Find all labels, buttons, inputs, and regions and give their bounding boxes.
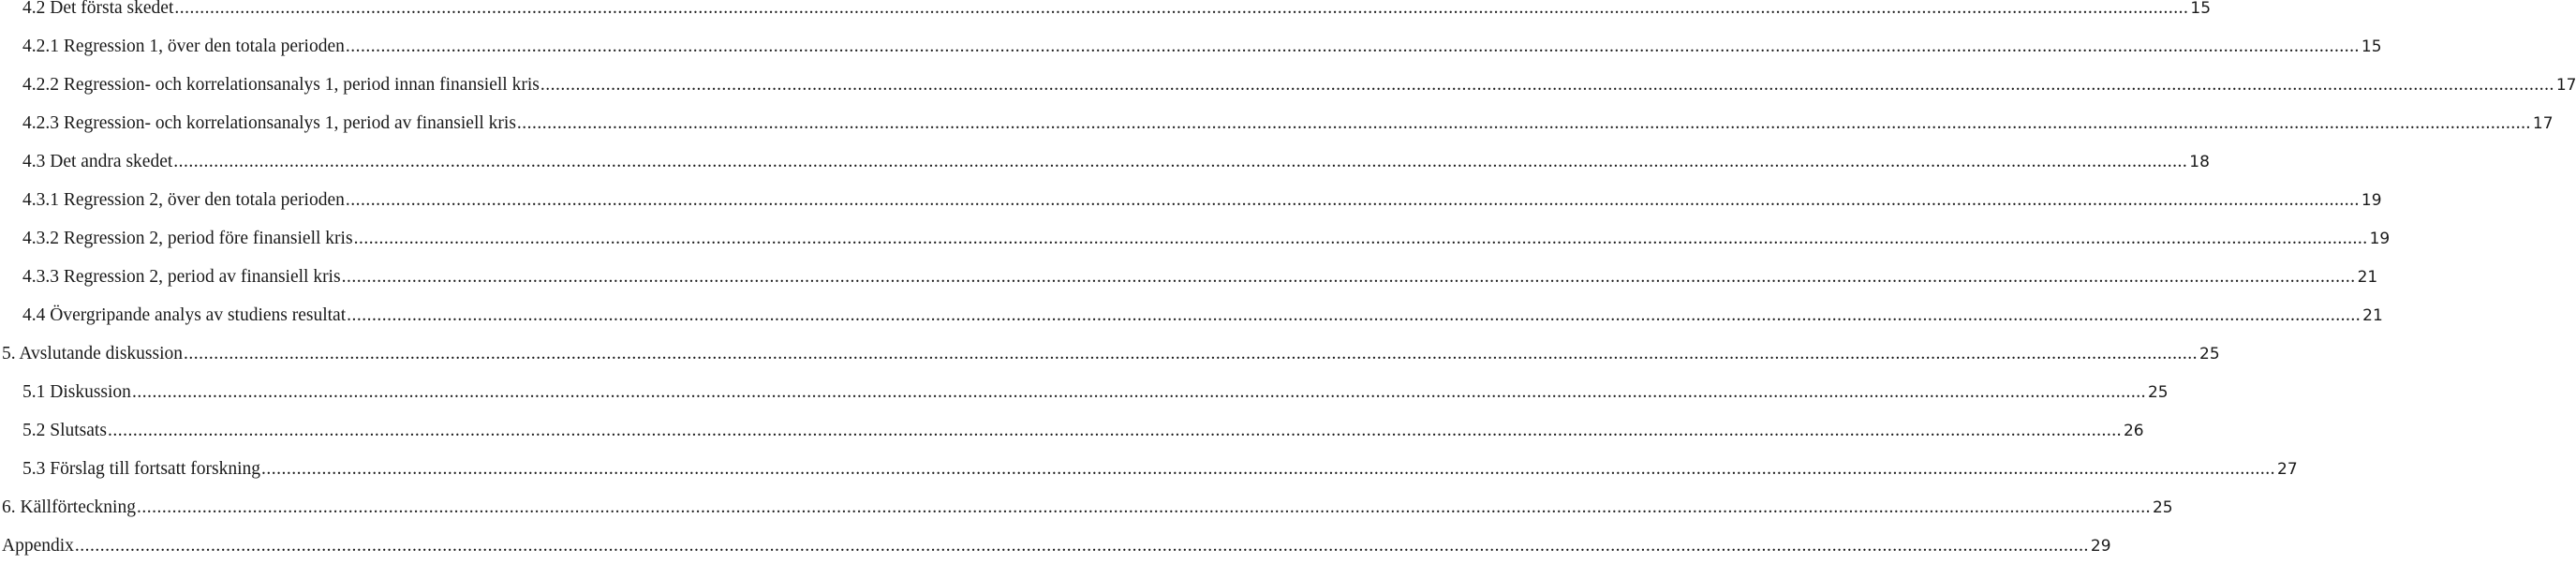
toc-entry-title: 4.2.3 Regression- och korrelationsanalys 1, period av finansiell kris: [22, 113, 516, 133]
toc-entry[interactable]: [22, 421, 2144, 449]
toc-entry-title: 4.3.1 Regression 2, över den totala perioden: [22, 190, 345, 210]
dot-leader: ................................................................................................................................................................................................................................................................................................................................................................................................................: [345, 190, 2360, 210]
toc-entry-title: 4.2.1 Regression 1, över den totala perioden: [22, 37, 345, 56]
toc-entry[interactable]: [22, 382, 2169, 410]
toc-entry-title: 5.2 Slutsats: [22, 421, 107, 440]
toc-entry-page: 17: [2532, 114, 2554, 133]
toc-entry-title: Appendix: [2, 536, 74, 556]
toc-entry-page: 19: [2361, 191, 2382, 210]
toc-entry[interactable]: [22, 229, 2391, 257]
toc-entry-page: 21: [2362, 306, 2383, 325]
toc-entry-page: 25: [2152, 498, 2173, 517]
toc-entry[interactable]: [22, 190, 2382, 218]
dot-leader: ................................................................................................................................................................................................................................................................................................................................................................................................................: [345, 37, 2360, 56]
toc-entry-page: 19: [2369, 230, 2391, 248]
toc-entry-title: 4.3.3 Regression 2, period av finansiell kris: [22, 267, 341, 287]
dot-leader: ................................................................................................................................................................................................................................................................................................................................................................................................................: [131, 382, 2146, 402]
toc-entry[interactable]: [22, 0, 2212, 26]
dot-leader: ................................................................................................................................................................................................................................................................................................................................................................................................................: [261, 459, 2276, 479]
toc-entry-title: 5.1 Diskussion: [22, 382, 131, 402]
toc-entry-page: 15: [2190, 0, 2212, 18]
toc-entry-title: 6. Källförteckning: [2, 497, 136, 517]
toc-entry-title: 4.3 Det andra skedet: [22, 152, 173, 171]
dot-leader: ................................................................................................................................................................................................................................................................................................................................................................................................................: [107, 421, 2122, 440]
dot-leader: ................................................................................................................................................................................................................................................................................................................................................................................................................: [136, 497, 2151, 517]
dot-leader: ................................................................................................................................................................................................................................................................................................................................................................................................................: [173, 152, 2188, 171]
dot-leader: ................................................................................................................................................................................................................................................................................................................................................................................................................: [74, 536, 2089, 556]
toc-entry[interactable]: [2, 497, 2173, 526]
toc-entry-title: 5. Avslutande diskussion: [2, 344, 184, 364]
toc-entry-title: 4.2 Det första skedet: [22, 0, 174, 18]
toc-entry[interactable]: [22, 152, 2210, 180]
toc-entry-page: 18: [2189, 153, 2210, 171]
toc-entry-title: 4.4 Övergripande analys av studiens resultat: [22, 305, 347, 325]
toc-entry-page: 25: [2147, 383, 2169, 402]
toc-entry[interactable]: [22, 113, 2554, 141]
dot-leader: ................................................................................................................................................................................................................................................................................................................................................................................................................: [184, 344, 2198, 364]
toc-entry-page: 25: [2199, 345, 2220, 364]
toc-entry[interactable]: [22, 459, 2298, 487]
toc-entry-page: 21: [2357, 268, 2378, 287]
toc-entry-title: 4.3.2 Regression 2, period före finansiell kris: [22, 229, 353, 248]
dot-leader: ................................................................................................................................................................................................................................................................................................................................................................................................................: [353, 229, 2368, 248]
dot-leader: ................................................................................................................................................................................................................................................................................................................................................................................................................: [347, 305, 2361, 325]
toc-entry-title: 5.3 Förslag till fortsatt forskning: [22, 459, 261, 479]
toc-entry[interactable]: [2, 536, 2111, 564]
toc-entry-page: 26: [2123, 422, 2144, 440]
toc-entry-page: 15: [2361, 37, 2382, 56]
dot-leader: ................................................................................................................................................................................................................................................................................................................................................................................................................: [540, 75, 2554, 95]
dot-leader: ................................................................................................................................................................................................................................................................................................................................................................................................................: [341, 267, 2356, 287]
dot-leader: ................................................................................................................................................................................................................................................................................................................................................................................................................: [516, 113, 2531, 133]
toc-entry[interactable]: [22, 305, 2383, 334]
toc-entry[interactable]: [22, 75, 2576, 103]
toc-entry-title: 4.2.2 Regression- och korrelationsanalys 1, period innan finansiell kris: [22, 75, 540, 95]
toc-entry-page: 17: [2555, 76, 2576, 95]
toc-entry-page: 29: [2090, 537, 2111, 556]
dot-leader: ................................................................................................................................................................................................................................................................................................................................................................................................................: [174, 0, 2189, 18]
toc-entry[interactable]: [22, 267, 2378, 295]
toc-entry[interactable]: [2, 344, 2220, 372]
toc-entry[interactable]: [22, 37, 2382, 65]
toc-entry-page: 27: [2277, 460, 2298, 479]
